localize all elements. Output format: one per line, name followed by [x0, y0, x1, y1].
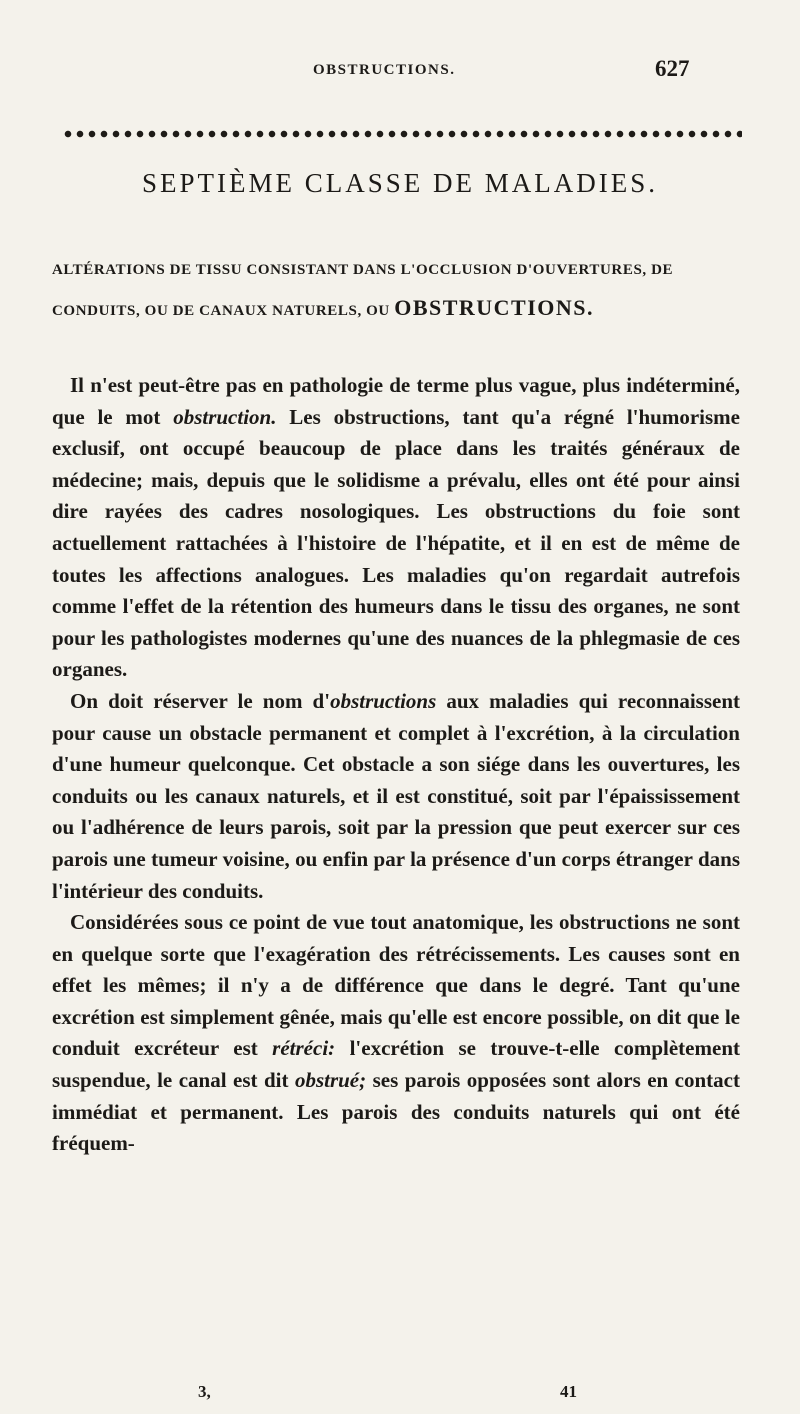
text-segment: aux maladies qui reconnaissent pour cause un obstacle permanent et complet à l'excrétion, à la circulation d'une humeur quelconque. Cet obstacle a son siége dans les ouvertures, les conduits ou les canaux naturels, et il est constitué, soit par l'épaississement ou l'adhérence de leurs parois, soit par la pression que peut exercer sur ces parois une tumeur voisine, ou enfin par la présence d'un corps étranger dans l'intérieur des conduits.	[52, 688, 740, 903]
class-subtitle	[52, 252, 752, 330]
text-segment: Considérées sous ce point de vue tout anatomique, les obstructions ne sont en quelque sorte que l'exagération des rétrécissements. Les causes sont en effet les mêmes; il n'y a de différence que dans le degré. Tant qu'une excrétion est simplement gênée, mais qu'elle est encore possible, on dit que le conduit excréteur est	[52, 910, 740, 1061]
decorative-rule	[62, 128, 742, 140]
paragraph-2	[52, 686, 740, 907]
text-segment: Il n'est peut-être pas en pathologie de terme plus vague, plus indéterminé, que le mot	[52, 373, 740, 429]
signature-mark-right: 41	[560, 1382, 577, 1401]
subtitle-keyword: OBSTRUCTIONS.	[394, 295, 595, 320]
italic-term: obstruction.	[173, 404, 277, 429]
subtitle-text: ALTÉRATIONS DE TISSU CONSISTANT DANS L'OCCLUSION D'OUVERTURES, DE CONDUITS, OU DE CANAUX NATURELS, OU	[52, 262, 674, 319]
running-head: OBSTRUCTIONS.	[313, 62, 456, 78]
italic-term: obstructions	[330, 688, 437, 713]
text-segment: ses parois opposées sont alors en contact immédiat et permanent. Les parois des conduits naturels qui ont été fréquem-	[52, 1068, 740, 1156]
paragraph-3	[52, 907, 740, 1160]
italic-term: obstrué;	[294, 1068, 367, 1093]
paragraph-1	[52, 370, 740, 686]
text-segment: On doit réserver le nom d'	[70, 688, 331, 713]
class-title: SEPTIÈME CLASSE DE MALADIES.	[141, 168, 658, 198]
text-segment: Les obstructions, tant qu'a régné l'humorisme exclusif, ont occupé beaucoup de place dans les traités généraux de médecine; mais, depuis que le solidisme a prévalu, elles ont été pour ainsi dire rayées des cadres nosologiques. Les obstructions du foie sont actuellement rattachées à l'histoire de l'hépatite, et il en est de même de toutes les affections analogues. Les maladies qu'on regardait autrefois comme l'effet de la rétention des humeurs dans le tissu des organes, ne sont pour les pathologistes modernes qu'une des nuances de la phlegmasie de ces organes.	[52, 404, 740, 682]
page-number: 627	[655, 56, 690, 81]
body-text	[52, 370, 740, 1160]
text-segment: l'excrétion se trouve-t-elle complètement suspendue, le canal est dit	[52, 1036, 740, 1093]
italic-term: rétréci:	[272, 1036, 336, 1061]
signature-mark-left: 3,	[198, 1382, 211, 1401]
